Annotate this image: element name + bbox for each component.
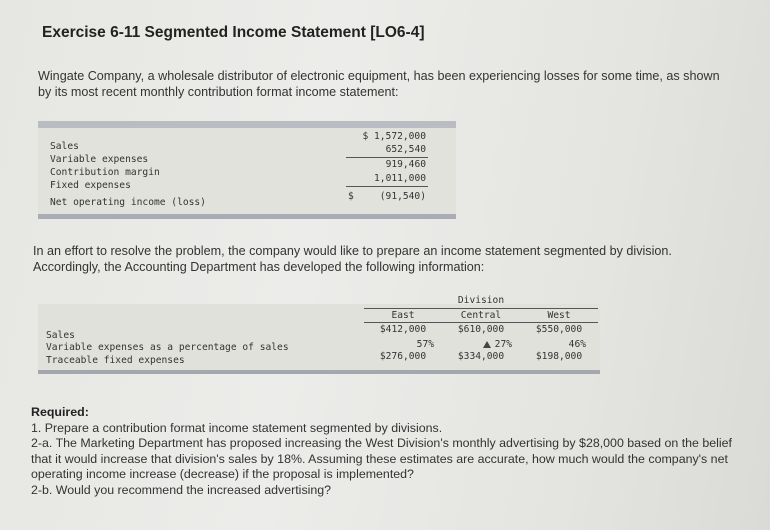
row-label-division-sales: Sales	[46, 330, 75, 341]
value-contribution-margin: 919,460	[385, 159, 426, 170]
value-sales: $ 1,572,000	[362, 131, 426, 142]
required-item-1: 1. Prepare a contribution format income statement segmented by divisions.	[31, 420, 443, 435]
central-variable-pct: 27%	[494, 339, 512, 350]
currency-sign: $	[348, 191, 354, 202]
value-variable-expenses: 652,540	[385, 144, 426, 155]
row-label-variable-expenses: Variable expenses	[50, 154, 149, 165]
value-net-operating-income: (91,540)	[379, 191, 426, 202]
income-statement-table	[38, 121, 456, 219]
value-fixed-expenses: 1,011,000	[374, 173, 426, 184]
row-label-sales: Sales	[50, 141, 79, 152]
west-sales: $550,000	[535, 324, 583, 335]
total-underline	[346, 186, 428, 187]
west-traceable-fixed: $198,000	[535, 351, 583, 362]
column-header-underline	[364, 322, 598, 323]
table-bottom-bar	[38, 214, 456, 219]
required-section	[31, 405, 746, 499]
division-group-header: Division	[457, 295, 505, 306]
table-top-bar	[38, 121, 456, 128]
row-label-traceable-fixed: Traceable fixed expenses	[46, 355, 185, 366]
column-east: East	[391, 310, 415, 321]
east-sales: $412,000	[379, 324, 427, 335]
segment-paragraph: In an effort to resolve the problem, the company would like to prepare an income statement segmented by division. Accordingly, the Accounting Department has developed the following information:	[33, 244, 672, 274]
row-label-fixed-expenses: Fixed expenses	[50, 180, 131, 191]
required-heading: Required:	[31, 405, 89, 419]
west-variable-pct: 46%	[568, 339, 586, 350]
division-table-bottom-bar	[38, 370, 600, 374]
exercise-title: Exercise 6-11 Segmented Income Statement [LO6-4]	[42, 24, 425, 41]
east-traceable-fixed: $276,000	[379, 351, 427, 362]
required-item-2b: 2-b. Would you recommend the increased advertising?	[31, 482, 332, 497]
column-west: West	[547, 310, 571, 321]
row-label-variable-pct: Variable expenses as a percentage of sales	[46, 342, 289, 353]
division-header-underline	[364, 308, 598, 309]
division-table	[38, 295, 600, 374]
required-item-2a: 2-a. The Marketing Department has proposed increasing the West Division's monthly advertising by $28,000 based on the belief that it would increase that division's sales by 18%. Assuming these estimates are accurate, how much would the company's net operating income increase (decrease) if the proposal is implemented?	[31, 436, 732, 482]
intro-paragraph: Wingate Company, a wholesale distributor of electronic equipment, has been experiencing losses for some time, as shown by its most recent monthly contribution format income statement:	[38, 69, 720, 99]
central-traceable-fixed: $334,000	[457, 351, 505, 362]
mouse-cursor-icon	[483, 341, 491, 348]
central-sales: $610,000	[457, 324, 505, 335]
subtotal-underline	[346, 157, 428, 158]
column-central: Central	[460, 310, 502, 321]
east-variable-pct: 57%	[416, 339, 434, 350]
row-label-contribution-margin: Contribution margin	[50, 167, 160, 178]
row-label-net-operating-income: Net operating income (loss)	[50, 197, 206, 208]
